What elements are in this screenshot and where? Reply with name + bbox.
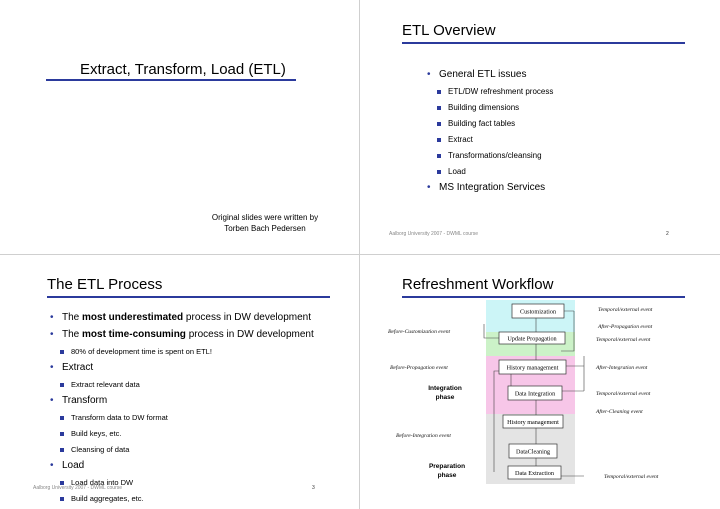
- slide-footer: Aalborg University 2007 - DWML course: [33, 485, 123, 491]
- bullet-item: • Transform: [50, 394, 314, 408]
- event-temporal-external-1: Temporal/external event: [598, 307, 653, 313]
- bullet-text: The: [62, 312, 83, 323]
- title-underline: [46, 79, 296, 81]
- slide-2: [361, 0, 720, 254]
- page-number: 2: [666, 231, 669, 237]
- phase-labels: [428, 385, 465, 479]
- bullet-item: [50, 311, 314, 325]
- bullet-item: Load: [427, 165, 553, 178]
- title-underline: [402, 42, 685, 44]
- bullet-item: Cleansing of data: [50, 443, 314, 456]
- credit-line-1: Original slides were written by: [211, 213, 319, 222]
- bullet-text: process in DW development: [185, 329, 314, 340]
- label-data-integration: Data Integration: [514, 390, 556, 398]
- label-data-extraction: Data Extraction: [515, 470, 554, 477]
- bullet-item: • General ETL issues: [427, 68, 553, 82]
- bullet-item: Extract relevant data: [50, 378, 314, 391]
- event-after-integration: After-Integration event: [596, 365, 648, 371]
- bullet-item: Transformations/cleansing: [427, 149, 553, 162]
- label-history-management-2: History management: [507, 419, 559, 426]
- bullet-text: The: [62, 329, 83, 340]
- slide-2-bullet-list: [427, 68, 553, 195]
- bullet-item: Build aggregates, etc.: [50, 492, 314, 505]
- credit-line-2: Torben Bach Pedersen: [224, 224, 306, 233]
- bullet-item: Transform data to DW format: [50, 411, 314, 424]
- slide-footer: Aalborg University 2007 - DWML course: [389, 231, 479, 237]
- event-before-propagation: Before-Propagation event: [390, 365, 448, 371]
- label-history-management-1: History management: [506, 364, 559, 372]
- bullet-text: process in DW development: [183, 312, 311, 323]
- bullet-item: Extract: [427, 133, 553, 146]
- phase-preparation-line-1: Preparation: [428, 463, 466, 470]
- phase-integration-line-1: Integration: [428, 385, 462, 392]
- page-number: 3: [312, 485, 315, 491]
- phase-preparation-line-2: phase: [437, 472, 457, 479]
- bullet-emphasis: most underestimated: [82, 312, 184, 323]
- bullet-item: Build keys, etc.: [50, 427, 314, 440]
- label-data-cleaning: DataCleaning: [515, 448, 551, 456]
- slide-1: [0, 0, 359, 254]
- bullet-item: [50, 328, 314, 342]
- slide-4-title: Refreshment Workflow: [402, 276, 554, 293]
- phase-integration-line-2: phase: [435, 394, 455, 401]
- bullet-item: • Extract: [50, 361, 314, 375]
- refreshment-workflow-diagram: [386, 296, 706, 488]
- bullet-item: • Load: [50, 459, 314, 473]
- label-customization: Customization: [519, 308, 557, 316]
- event-before-customization: Before-Customization event: [388, 329, 451, 335]
- slide-3: [0, 255, 359, 509]
- bullet-item: Building dimensions: [427, 101, 553, 114]
- label-update-propagation: Update Propagation: [507, 335, 557, 343]
- event-temporal-external-2: Temporal/external event: [596, 337, 651, 343]
- bullet-item: Load data into DW: [50, 476, 314, 489]
- bullet-item: Building fact tables: [427, 117, 553, 130]
- event-before-integration: Before-Integration event: [396, 433, 451, 439]
- bullet-item: ETL/DW refreshment process: [427, 85, 553, 98]
- event-after-propagation: After-Propagation event: [598, 324, 653, 330]
- slide-3-title: The ETL Process: [47, 276, 163, 293]
- event-after-cleaning: After-Cleaning event: [596, 409, 643, 415]
- title-underline: [47, 296, 330, 298]
- event-temporal-external-3: Temporal/external event: [596, 391, 651, 397]
- bullet-emphasis: most time-consuming: [82, 329, 186, 340]
- bullet-item: • MS Integration Services: [427, 181, 553, 195]
- slide-2-title: ETL Overview: [402, 22, 496, 39]
- slide-1-title: Extract, Transform, Load (ETL): [80, 61, 286, 78]
- bullet-item: 80% of development time is spent on ETL!: [50, 345, 314, 358]
- slide-3-bullet-list: [50, 311, 314, 505]
- event-temporal-external-4: Temporal/external event: [604, 474, 659, 480]
